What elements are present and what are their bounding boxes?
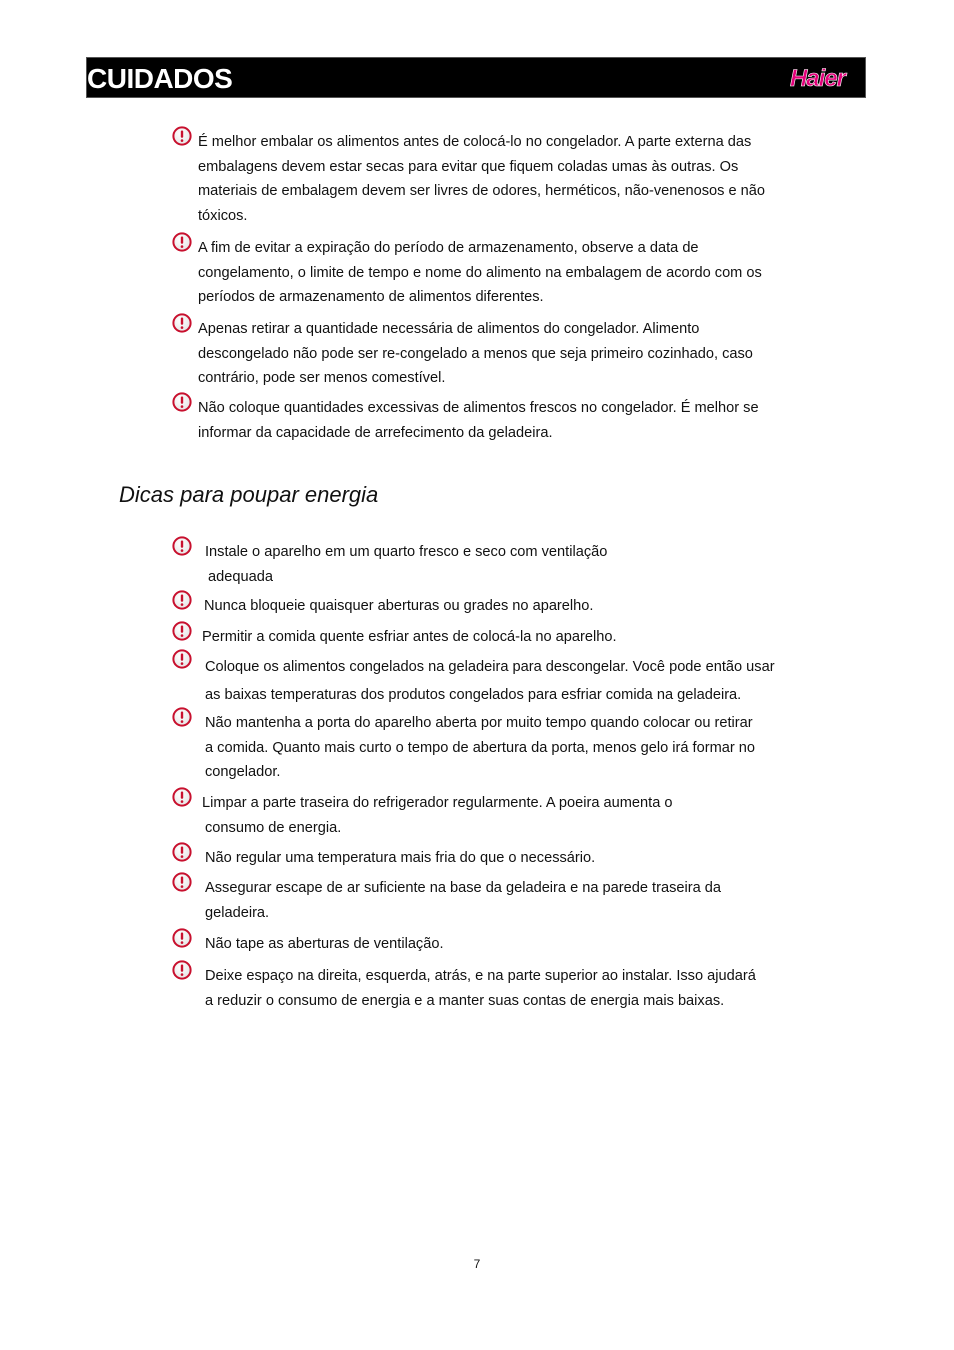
list-item-line: Deixe espaço na direita, esquerda, atrás, e na parte superior ao instalar. Isso ajudará — [205, 968, 756, 984]
list-item — [204, 594, 593, 619]
list-item — [205, 653, 775, 709]
page-title: CUIDADOS — [87, 63, 233, 94]
section-title: Dicas para poupar energia — [119, 482, 379, 507]
list-item-line: contrário, pode ser menos comestível. — [198, 370, 446, 387]
exclamation-circle-icon — [172, 872, 192, 892]
list-item-line: períodos de armazenamento de alimentos diferentes. — [198, 289, 544, 306]
page-number: 7 — [473, 1257, 481, 1271]
list-item-line: congelador. — [205, 764, 281, 781]
list-item — [202, 791, 673, 840]
list-item-line: Nunca bloqueie quaisquer aberturas ou grades no aparelho. — [204, 598, 594, 614]
list-item-line: descongelado não pode ser re-congelado a menos que seja primeiro cozinhado, caso — [198, 345, 753, 362]
list-item — [205, 932, 444, 957]
list-item-line: A fim de evitar a expiração do período de armazenamento, observe a data de — [198, 240, 699, 256]
list-item-line: É melhor embalar os alimentos antes de colocá-lo no congelador. A parte externa das — [198, 134, 752, 150]
list-item — [205, 964, 756, 1013]
list-item-line: consumo de energia. — [205, 819, 342, 836]
exclamation-circle-icon — [172, 590, 192, 610]
list-item-line: a reduzir o consumo de energia e a manter suas contas de energia mais baixas. — [205, 992, 725, 1009]
list-item-line: geladeira. — [205, 904, 270, 921]
list-item-line: embalagens devem estar secas para evitar que fiquem coladas umas às outras. Os — [198, 158, 739, 175]
list-item-line: adequada — [208, 568, 273, 585]
list-item-line: congelamento, o limite de tempo e nome do alimento na embalagem de acordo com os — [198, 264, 762, 281]
list-item-line: materiais de embalagem devem ser livres de odores, herméticos, não-venenosos e não — [198, 183, 766, 200]
list-item-line: Apenas retirar a quantidade necessária de alimentos do congelador. Alimento — [198, 321, 700, 337]
list-item — [198, 396, 759, 445]
list-item — [198, 236, 762, 310]
list-item — [205, 846, 595, 871]
list-item — [202, 625, 617, 650]
list-item — [198, 130, 765, 228]
list-item — [198, 317, 753, 391]
list-item-line: tóxicos. — [198, 207, 248, 224]
list-item-line: Não tape as aberturas de ventilação. — [205, 936, 444, 952]
page-header — [86, 57, 866, 98]
list-item-line: informar da capacidade de arrefecimento da geladeira. — [198, 424, 553, 441]
list-item-line: Permitir a comida quente esfriar antes de colocá-la no aparelho. — [202, 629, 617, 645]
exclamation-circle-icon — [172, 928, 192, 948]
exclamation-circle-icon — [172, 842, 192, 862]
exclamation-circle-icon — [172, 621, 192, 641]
list-item-line: Não mantenha a porta do aparelho aberta por muito tempo quando colocar ou retirar — [205, 715, 753, 731]
list-item — [205, 876, 721, 925]
exclamation-circle-icon — [172, 126, 192, 146]
exclamation-circle-icon — [172, 536, 192, 556]
brand-logo: Haier — [789, 65, 845, 92]
exclamation-circle-icon — [172, 787, 192, 807]
exclamation-circle-icon — [172, 313, 192, 333]
list-item-line: Não coloque quantidades excessivas de alimentos frescos no congelador. É melhor se — [198, 400, 759, 416]
list-item-line: Limpar a parte traseira do refrigerador regularmente. A poeira aumenta o — [202, 795, 673, 811]
exclamation-circle-icon — [172, 707, 192, 727]
exclamation-circle-icon — [172, 649, 192, 669]
list-item-line: a comida. Quanto mais curto o tempo de abertura da porta, menos gelo irá formar no — [205, 739, 755, 756]
list-item-line: Assegurar escape de ar suficiente na base da geladeira e na parede traseira da — [205, 880, 721, 896]
list-item-line: Não regular uma temperatura mais fria do que o necessário. — [205, 850, 596, 866]
list-item — [205, 540, 607, 589]
list-item-line: Instale o aparelho em um quarto fresco e seco com ventilação — [205, 544, 608, 560]
list-item-line: Coloque os alimentos congelados na geladeira para descongelar. Você pode então usar — [205, 659, 775, 675]
exclamation-circle-icon — [172, 232, 192, 252]
list-item — [205, 711, 755, 785]
list-item-line: as baixas temperaturas dos produtos congelados para esfriar comida na geladeira. — [205, 687, 742, 703]
exclamation-circle-icon — [172, 392, 192, 412]
exclamation-circle-icon — [172, 960, 192, 980]
